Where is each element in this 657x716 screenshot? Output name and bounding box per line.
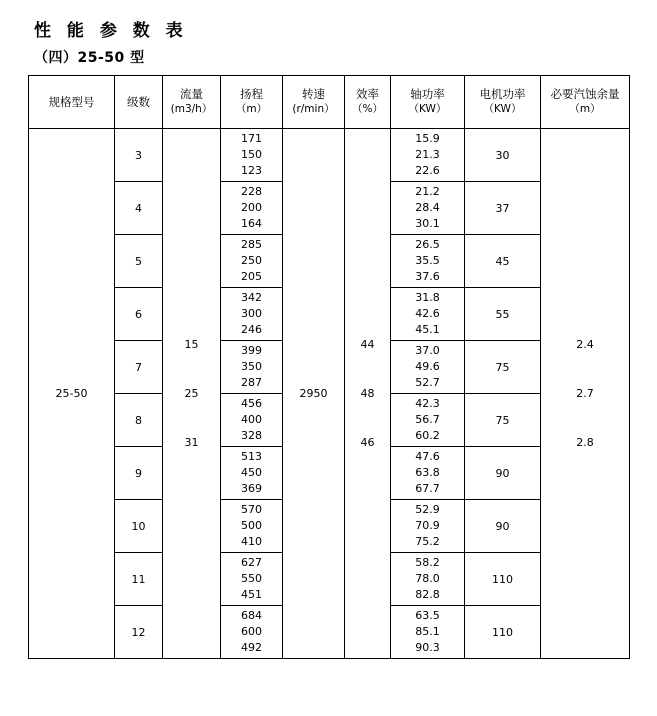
cell-shaft-power [391,394,465,447]
cell-motor-power: 75 [465,341,541,394]
cell-motor-power: 45 [465,235,541,288]
cell-head-value: 684 [241,609,262,622]
cell-shaft-power-value: 63.8 [415,466,440,479]
table-header-row [29,76,630,129]
cell-head-value: 627 [241,556,262,569]
cell-shaft-power-value: 22.6 [415,164,440,177]
column-header-efficiency-main: 效率 [356,87,379,101]
cell-model: 25-50 [29,129,115,659]
cell-head-value: 228 [241,185,262,198]
cell-shaft-power-value: 56.7 [415,413,440,426]
cell-shaft-power-value: 67.7 [415,482,440,495]
cell-head-value: 513 [241,450,262,463]
cell-flow-value: 31 [184,436,199,449]
cell-shaft-power-value: 47.6 [415,450,440,463]
cell-stage: 8 [115,394,163,447]
cell-stage: 7 [115,341,163,394]
column-header-speed-unit: (r/min） [292,103,335,115]
column-header-flow-main: 流量 [180,87,203,101]
cell-head-value: 150 [241,148,262,161]
cell-shaft-power-value: 60.2 [415,429,440,442]
column-header-head [221,76,283,129]
cell-head-value: 287 [241,376,262,389]
column-header-efficiency-unit: （%） [352,103,383,115]
cell-shaft-power [391,553,465,606]
cell-head-value: 205 [241,270,262,283]
column-header-head-main: 扬程 [240,87,263,101]
cell-speed: 2950 [283,129,345,659]
cell-shaft-power [391,500,465,553]
cell-head-value: 123 [241,164,262,177]
cell-shaft-power-value: 21.3 [415,148,440,161]
cell-motor-power: 55 [465,288,541,341]
cell-npsh-value: 2.8 [576,436,594,449]
cell-stage: 10 [115,500,163,553]
cell-motor-power: 110 [465,553,541,606]
cell-head-value: 600 [241,625,262,638]
cell-head-value: 550 [241,572,262,585]
cell-shaft-power [391,129,465,182]
cell-motor-power: 75 [465,394,541,447]
cell-head [221,606,283,659]
column-header-speed-main: 转速 [302,87,325,101]
cell-npsh-value: 2.4 [576,338,594,351]
column-header-speed [283,76,345,129]
cell-stage: 12 [115,606,163,659]
column-header-model-main: 规格型号 [48,94,95,109]
cell-head-value: 456 [241,397,262,410]
table-row [29,129,630,182]
column-header-flow [163,76,221,129]
column-header-model [29,76,115,129]
cell-flow-group [163,129,221,659]
cell-head-value: 450 [241,466,262,479]
column-header-npsh-unit: （m） [569,103,601,115]
column-header-shaft-power-main: 轴功率 [410,87,445,101]
cell-shaft-power-value: 28.4 [415,201,440,214]
cell-head-value: 164 [241,217,262,230]
cell-shaft-power-value: 15.9 [415,132,440,145]
column-header-stages-main: 级数 [127,94,150,109]
cell-efficiency-value: 44 [360,338,375,351]
cell-stage: 11 [115,553,163,606]
cell-head-value: 400 [241,413,262,426]
cell-head-value: 369 [241,482,262,495]
cell-motor-power: 37 [465,182,541,235]
cell-head-value: 300 [241,307,262,320]
cell-head-value: 350 [241,360,262,373]
cell-shaft-power-value: 37.0 [415,344,440,357]
cell-shaft-power-value: 42.6 [415,307,440,320]
cell-stage: 3 [115,129,163,182]
cell-flow-value: 25 [184,387,199,400]
page-title: 性 能 参 数 表 [34,21,188,41]
page-subtitle: （四）25-50 型 [34,50,145,66]
cell-efficiency-group [345,129,391,659]
cell-motor-power: 110 [465,606,541,659]
cell-shaft-power-value: 45.1 [415,323,440,336]
cell-efficiency-value: 46 [360,436,375,449]
cell-motor-power: 90 [465,447,541,500]
cell-shaft-power [391,341,465,394]
cell-head-value: 500 [241,519,262,532]
cell-shaft-power-value: 58.2 [415,556,440,569]
cell-head [221,394,283,447]
column-header-efficiency [345,76,391,129]
column-header-head-unit: （m） [235,103,268,115]
cell-stage: 6 [115,288,163,341]
cell-stage: 4 [115,182,163,235]
cell-head [221,447,283,500]
cell-head [221,500,283,553]
cell-motor-power: 30 [465,129,541,182]
cell-head-value: 492 [241,641,262,654]
cell-head-value: 328 [241,429,262,442]
cell-shaft-power-value: 42.3 [415,397,440,410]
cell-flow-value: 15 [184,338,199,351]
cell-shaft-power [391,182,465,235]
cell-head [221,341,283,394]
cell-stage: 5 [115,235,163,288]
cell-head-value: 410 [241,535,262,548]
cell-head-value: 451 [241,588,262,601]
cell-shaft-power-value: 35.5 [415,254,440,267]
cell-motor-power: 90 [465,500,541,553]
cell-npsh-value: 2.7 [576,387,594,400]
cell-shaft-power-value: 30.1 [415,217,440,230]
column-header-motor-power-main: 电机功率 [479,87,526,101]
column-header-shaft-power [391,76,465,129]
cell-head [221,129,283,182]
cell-shaft-power [391,447,465,500]
cell-shaft-power-value: 21.2 [415,185,440,198]
cell-shaft-power-value: 90.3 [415,641,440,654]
cell-shaft-power-value: 63.5 [415,609,440,622]
cell-efficiency-value: 48 [360,387,375,400]
cell-shaft-power-value: 52.9 [415,503,440,516]
cell-head-value: 200 [241,201,262,214]
cell-shaft-power-value: 75.2 [415,535,440,548]
performance-parameter-table [28,75,630,659]
cell-shaft-power-value: 70.9 [415,519,440,532]
cell-shaft-power-value: 26.5 [415,238,440,251]
cell-head [221,235,283,288]
cell-head [221,182,283,235]
column-header-shaft-power-unit: （KW） [408,103,447,115]
column-header-stages [115,76,163,129]
column-header-flow-unit: (m3/h） [170,103,213,115]
cell-shaft-power-value: 52.7 [415,376,440,389]
cell-shaft-power [391,606,465,659]
column-header-motor-power [465,76,541,129]
cell-head-value: 399 [241,344,262,357]
cell-head-value: 171 [241,132,262,145]
cell-shaft-power-value: 78.0 [415,572,440,585]
column-header-motor-power-unit: （KW） [483,103,522,115]
cell-head-value: 570 [241,503,262,516]
cell-shaft-power-value: 49.6 [415,360,440,373]
cell-shaft-power [391,288,465,341]
cell-head-value: 246 [241,323,262,336]
cell-shaft-power-value: 85.1 [415,625,440,638]
cell-head-value: 285 [241,238,262,251]
column-header-npsh-main: 必要汽蚀余量 [550,87,620,101]
cell-head [221,553,283,606]
cell-shaft-power-value: 37.6 [415,270,440,283]
column-header-npsh [541,76,630,129]
cell-head-value: 250 [241,254,262,267]
cell-npsh-group [541,129,630,659]
cell-shaft-power [391,235,465,288]
table-body [29,129,630,659]
cell-shaft-power-value: 31.8 [415,291,440,304]
cell-shaft-power-value: 82.8 [415,588,440,601]
cell-stage: 9 [115,447,163,500]
cell-head-value: 342 [241,291,262,304]
cell-head [221,288,283,341]
